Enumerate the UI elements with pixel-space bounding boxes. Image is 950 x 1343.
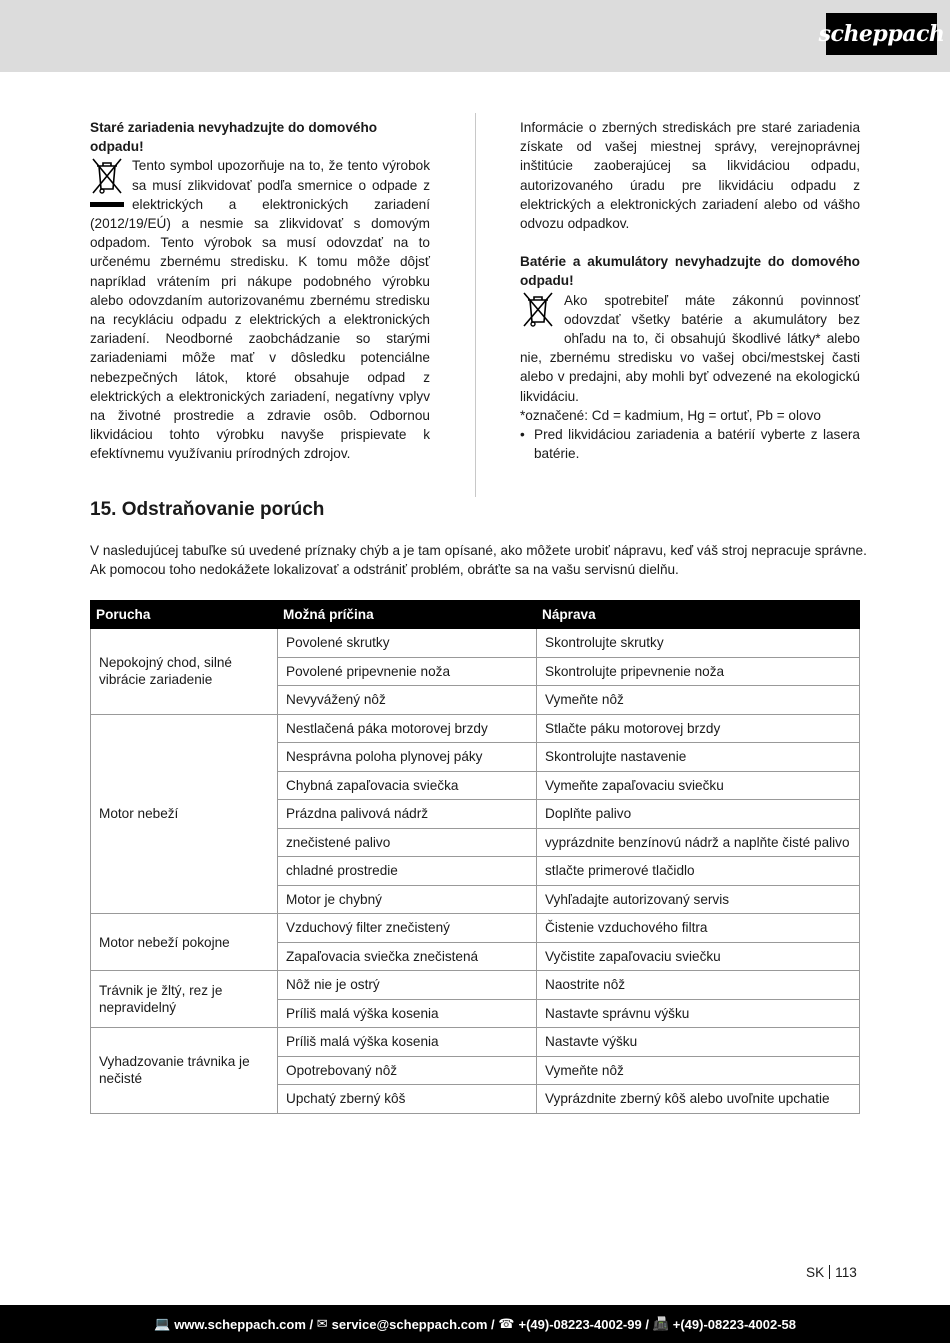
waste-text: Tento symbol upozorňuje na to, že tento výrobok sa musí zlikvidovať podľa smernice o odpade z elektrických a elektronických zariadení (2012/19/EÚ) a nesmie sa zlikvidovať s domovým odpadom. Tento výrobok sa musí odovzdať na to určenému zbernému stredisku. K tomu môže dôjsť napríklad vrátením pri nákupe podobného výrobku alebo odovzdaním autorizovanému zbernému stredisku na recykláciu odpadu z elektrických a elektronických zariadení. Neodborné zaobchádzanie so starými zariadeniami môže mať v dôsledku potenciálne nebezpečných látok, ktoré obsahuje odpad z elektrických a elektronických zariadení, negatívny vplyv na životné prostredie a zdravie osôb. Odbornou likvidáciou tohto výrobku navyše prispievate k efektívnemu využívaniu prírodných zdrojov. [90,158,430,462]
crossed-bin-icon [520,291,556,329]
cause-cell: Opotrebovaný nôž [278,1056,537,1085]
remedy-cell: Vyprázdnite zberný kôš alebo uvoľnite upchatie [537,1085,860,1114]
footer-web: www.scheppach.com / [174,1316,314,1332]
battery-text: Ako spotrebiteľ máte zákonnú povinnosť odovzdať všetky batérie a akumulátory bez ohľadu na to, či obsahujú škodlivé látky* alebo nie, zbernému stredisku vo vašej obci/mestskej časti alebo v predajni, aby mohli byť odvezené na ekologickú likvidáciu. [520,292,860,404]
cause-cell: Prázdna palivová nádrž [278,800,537,829]
remedy-cell: Vymeňte zapaľovaciu sviečku [537,771,860,800]
waste-heading: Staré zariadenia nevyhadzujte do domového odpadu! [90,120,378,155]
phone-icon: ☎ [498,1316,515,1331]
cause-cell: Nesprávna poloha plynovej páky [278,743,537,772]
column-divider [475,113,476,497]
fault-cell: Motor nebeží pokojne [91,914,278,971]
chemical-marking: *označené: Cd = kadmium, Hg = ortuť, Pb = olovo [520,407,821,423]
remedy-cell: Vyčistite zapaľovaciu sviečku [537,942,860,971]
remedy-cell: Čistenie vzduchového filtra [537,914,860,943]
language-code: SK [806,1265,825,1280]
footer-phone: +(49)-08223-4002-99 / [518,1316,649,1332]
header-cause: Možná príčina [278,601,537,629]
page-number [806,1265,857,1280]
cause-cell: Nôž nie je ostrý [278,971,537,1000]
remedy-cell: Naostrite nôž [537,971,860,1000]
laptop-icon: 💻 [154,1316,171,1331]
footer [0,1305,950,1343]
remedy-cell: Doplňte palivo [537,800,860,829]
crossed-bin-icon [90,156,124,198]
header-band [0,0,950,72]
remedy-cell: vyprázdnite benzínovú nádrž a naplňte čisté palivo [537,828,860,857]
collection-info-text: Informácie o zberných strediskách pre staré zariadenia získate od vašej miestnej správy, verejnoprávnej inštitúcie zaoberajúcej sa likvidáciou odpadu, autorizovaného úradu pre likvidáciu odpadu z elektrických a elektronických zariadení alebo od vášho odvozu odpadkov. [520,120,860,232]
cause-cell: Zapaľovacia sviečka znečistená [278,942,537,971]
fault-cell: Vyhadzovanie trávnika je nečisté [91,1028,278,1114]
fault-cell: Nepokojný chod, silné vibrácie zariadenie [91,629,278,715]
table-row [91,914,860,943]
cause-cell: Chybná zapaľovacia sviečka [278,771,537,800]
fault-cell: Motor nebeží [91,714,278,914]
table-row [91,1028,860,1057]
remedy-cell: Nastavte správnu výšku [537,999,860,1028]
table-row [91,714,860,743]
list-item: • Pred likvidáciou zariadenia a batérií vyberte z lasera batérie. [520,425,860,463]
left-column [90,118,430,464]
cause-cell: Nevyvážený nôž [278,686,537,715]
section-title: 15. Odstraňovanie porúch [90,499,325,520]
cause-cell: Motor je chybný [278,885,537,914]
cause-cell: Nestlačená páka motorovej brzdy [278,714,537,743]
fault-cell: Trávnik je žltý, rez je nepravidelný [91,971,278,1028]
remedy-cell: Vymeňte nôž [537,1056,860,1085]
cause-cell: Príliš malá výška kosenia [278,1028,537,1057]
cause-cell: Vzduchový filter znečistený [278,914,537,943]
weee-bar [90,202,124,207]
remedy-cell: Nastavte výšku [537,1028,860,1057]
page-number-value: 113 [835,1265,857,1280]
remedy-cell: stlačte primerové tlačidlo [537,857,860,886]
remedy-cell: Skontrolujte nastavenie [537,743,860,772]
right-column [520,118,860,463]
weee-symbol [90,156,124,207]
cause-cell: Povolené skrutky [278,629,537,658]
battery-bullet-list [520,425,860,463]
scheppach-logo: scheppach [826,13,937,55]
cause-cell: Príliš malá výška kosenia [278,999,537,1028]
fax-icon: 📠 [652,1316,669,1331]
header-fault: Porucha [91,601,278,629]
remedy-cell: Vyhľadajte autorizovaný servis [537,885,860,914]
remedy-cell: Skontrolujte skrutky [537,629,860,658]
table-header-row [91,601,860,629]
remedy-cell: Vymeňte nôž [537,686,860,715]
cause-cell: znečistené palivo [278,828,537,857]
table-row [91,629,860,658]
header-remedy: Náprava [537,601,860,629]
footer-email: service@scheppach.com / [331,1316,495,1332]
cause-cell: Upchatý zberný kôš [278,1085,537,1114]
troubleshooting-table [90,600,860,1114]
battery-heading: Batérie a akumulátory nevyhadzujte do domového odpadu! [520,254,860,289]
cause-cell: chladné prostredie [278,857,537,886]
section-intro: V nasledujúcej tabuľke sú uvedené príznaky chýb a je tam opísané, ako môžete urobiť nápravu, keď váš stroj nepracuje správne. Ak pomocou toho nedokážete lokalizovať a odstrániť problém, obráťte sa na vašu servisnú dielňu. [90,543,867,578]
email-icon: ✉ [316,1316,328,1331]
cause-cell: Povolené pripevnenie noža [278,657,537,686]
footer-fax: +(49)-08223-4002-58 [672,1316,796,1332]
remedy-cell: Skontrolujte pripevnenie noža [537,657,860,686]
table-row [91,971,860,1000]
remedy-cell: Stlačte páku motorovej brzdy [537,714,860,743]
battery-weee-symbol [520,291,556,329]
